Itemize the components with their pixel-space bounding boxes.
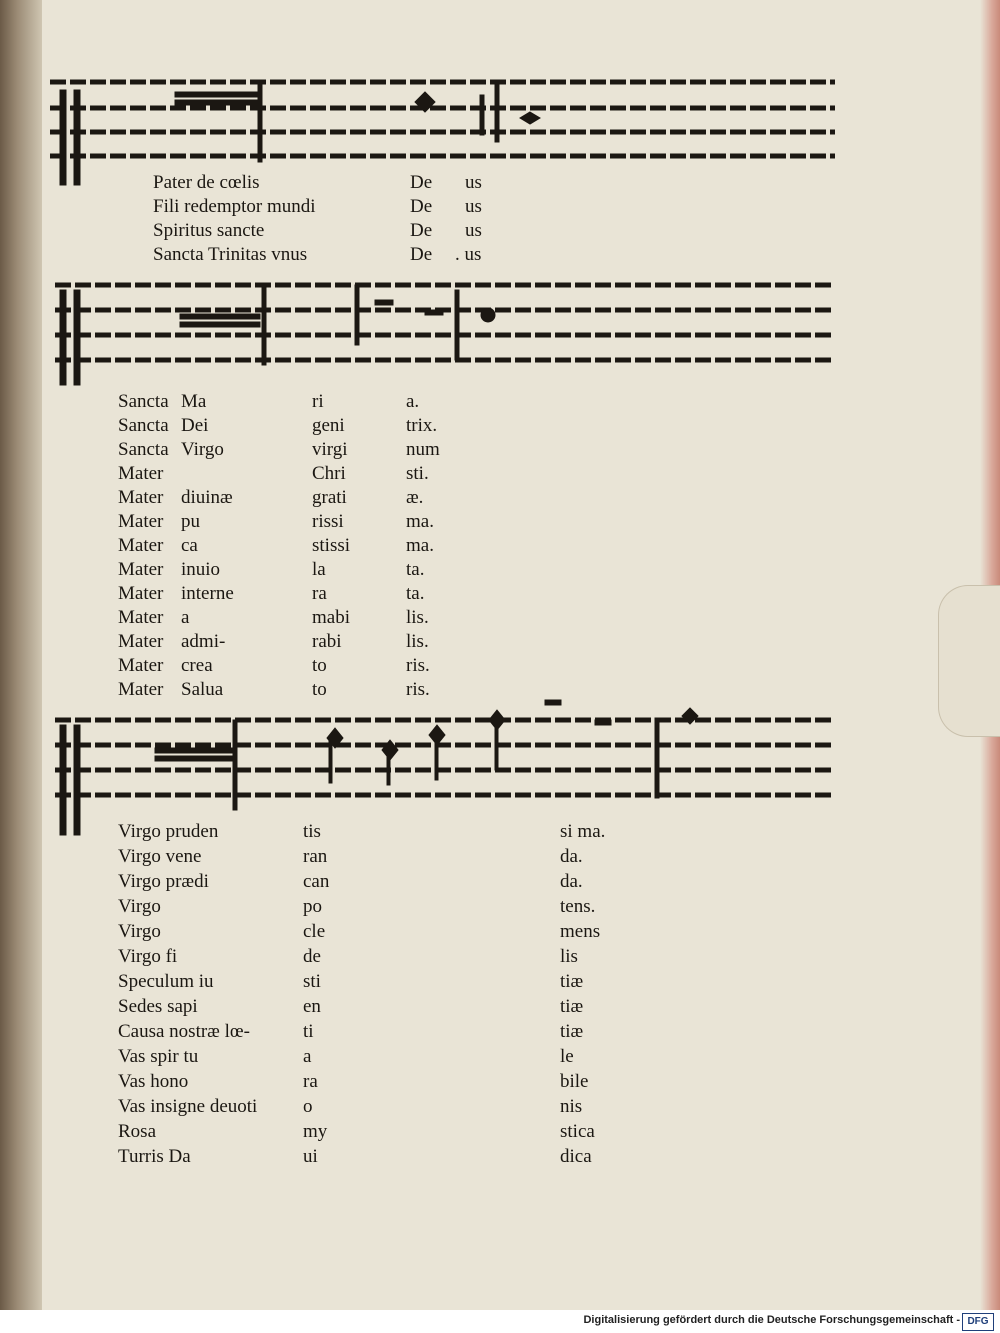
lyric-s1-r3-c2: De <box>410 220 433 241</box>
lyric-s3-r12-c3: nis <box>560 1096 583 1117</box>
lyric-s3-r2-c1: Virgo vene <box>118 846 202 867</box>
lyric-s2-r3-c4: num <box>406 439 440 460</box>
lyric-s2-r9-c1: Mater <box>118 583 164 604</box>
lyric-s2-r11-c1: Mater <box>118 631 164 652</box>
lyric-s2-r1-c4: a. <box>406 391 420 412</box>
lyric-s2-r8-c2: inuio <box>181 559 221 580</box>
lyric-s2-r8-c4: ta. <box>406 559 425 580</box>
lyric-s2-r7-c4: ma. <box>406 535 434 556</box>
lyric-s3-r9-c2: ti <box>303 1021 314 1042</box>
lyric-s3-r4-c3: tens. <box>560 896 596 917</box>
lyric-s2-r11-c2: admi- <box>181 631 226 652</box>
lyric-s3-r13-c3: stica <box>560 1121 595 1142</box>
lyric-s3-r3-c2: can <box>303 871 330 892</box>
lyric-s2-r10-c4: lis. <box>406 607 429 628</box>
lyric-s2-r5-c4: æ. <box>406 487 424 508</box>
lyric-s2-r8-c3: la <box>312 559 326 580</box>
lyric-s2-r2-c2: Dei <box>181 415 209 436</box>
lyric-s2-r5-c2: diuinæ <box>181 487 233 508</box>
lyric-s1-r3-c3: us <box>465 220 482 241</box>
book-clasp-tab <box>938 585 1000 737</box>
lyric-s3-r4-c2: po <box>303 896 322 917</box>
lyric-s2-r12-c2: crea <box>181 655 213 676</box>
lyric-s2-r2-c1: Sancta <box>118 415 169 436</box>
lyric-s3-r8-c1: Sedes sapi <box>118 996 198 1017</box>
lyric-s3-r1-c2: tis <box>303 821 321 842</box>
lyric-s2-r2-c3: geni <box>312 415 345 436</box>
lyric-s1-r4-c1: Sancta Trinitas vnus <box>153 244 308 265</box>
lyric-s2-r3-c1: Sancta <box>118 439 169 460</box>
lyric-s2-r4-c1: Mater <box>118 463 164 484</box>
lyric-s1-r2-c1: Fili redemptor mundi <box>153 196 316 217</box>
lyric-s2-r1-c2: Ma <box>181 391 207 412</box>
lyric-s3-r6-c2: de <box>303 946 321 967</box>
lyric-s2-r3-c3: virgi <box>312 439 348 460</box>
lyric-s3-r14-c1: Turris Da <box>118 1146 191 1167</box>
dfg-logo: DFG <box>962 1313 994 1331</box>
lyric-s3-r8-c2: en <box>303 996 321 1017</box>
lyric-s2-r11-c4: lis. <box>406 631 429 652</box>
lyric-s1-r4-c3: . us <box>455 244 482 265</box>
lyric-s3-r11-c1: Vas hono <box>118 1071 189 1092</box>
lyric-s3-r13-c2: my <box>303 1121 328 1142</box>
lyric-s2-r2-c4: trix. <box>406 415 438 436</box>
lyric-s1-r3-c1: Spiritus sancte <box>153 220 265 241</box>
lyric-s3-r12-c1: Vas insigne deuoti <box>118 1096 258 1117</box>
lyric-s3-r1-c3: si ma. <box>560 821 606 842</box>
lyric-s3-r7-c1: Speculum iu <box>118 971 214 992</box>
lyric-s2-r13-c1: Mater <box>118 679 164 700</box>
lyric-s3-r10-c1: Vas spir tu <box>118 1046 199 1067</box>
lyric-s2-r6-c4: ma. <box>406 511 434 532</box>
lyric-s1-r2-c3: us <box>465 196 482 217</box>
lyric-s3-r7-c2: sti <box>303 971 321 992</box>
footer-credit: Digitalisierung gefördert durch die Deutsche Forschungsgemeinschaft - <box>583 1314 960 1326</box>
lyric-s1-r1-c2: De <box>410 172 433 193</box>
lyric-s3-r2-c2: ran <box>303 846 328 867</box>
lyric-s2-r10-c2: a <box>181 607 190 628</box>
lyric-s3-r7-c3: tiæ <box>560 971 584 992</box>
lyric-s3-r5-c3: mens <box>560 921 601 942</box>
lyric-s3-r12-c2: o <box>303 1096 313 1117</box>
digitization-footer <box>0 1310 1000 1333</box>
lyric-s2-r7-c2: ca <box>181 535 198 556</box>
lyric-s3-r14-c3: dica <box>560 1146 592 1167</box>
lyric-s3-r2-c3: da. <box>560 846 583 867</box>
lyric-s3-r1-c1: Virgo pruden <box>118 821 219 842</box>
lyric-s2-r9-c2: interne <box>181 583 234 604</box>
lyric-s2-r5-c3: grati <box>312 487 347 508</box>
lyric-s3-r5-c2: cle <box>303 921 326 942</box>
lyric-s1-r4-c2: De <box>410 244 433 265</box>
lyric-s3-r3-c1: Virgo prædi <box>118 871 209 892</box>
lyric-s2-r13-c4: ris. <box>406 679 430 700</box>
lyric-s2-r6-c3: rissi <box>312 511 344 532</box>
lyric-s3-r8-c3: tiæ <box>560 996 584 1017</box>
lyric-s2-r10-c1: Mater <box>118 607 164 628</box>
lyric-s2-r8-c1: Mater <box>118 559 164 580</box>
lyric-s2-r11-c3: rabi <box>312 631 342 652</box>
lyric-s3-r9-c1: Causa nostræ lœ- <box>118 1021 250 1042</box>
lyric-s2-r5-c1: Mater <box>118 487 164 508</box>
lyric-s2-r10-c3: mabi <box>312 607 350 628</box>
lyric-s3-r6-c1: Virgo fi <box>118 946 178 967</box>
lyric-s1-r1-c3: us <box>465 172 482 193</box>
lyric-s2-r9-c4: ta. <box>406 583 425 604</box>
lyric-s3-r10-c3: le <box>560 1046 574 1067</box>
lyric-s3-r11-c2: ra <box>303 1071 318 1092</box>
lyric-s2-r7-c3: stissi <box>312 535 351 556</box>
lyric-s3-r10-c2: a <box>303 1046 312 1067</box>
lyric-s3-r13-c1: Rosa <box>118 1121 156 1142</box>
lyric-s3-r9-c3: tiæ <box>560 1021 584 1042</box>
lyric-s2-r12-c4: ris. <box>406 655 430 676</box>
lyric-s2-r9-c3: ra <box>312 583 327 604</box>
facing-page-edge <box>0 0 42 1310</box>
lyric-s2-r12-c1: Mater <box>118 655 164 676</box>
lyric-s1-r2-c2: De <box>410 196 433 217</box>
lyric-s2-r1-c3: ri <box>312 391 324 412</box>
lyric-s1-r1-c1: Pater de cœlis <box>153 172 260 193</box>
lyric-s3-r5-c1: Virgo <box>118 921 161 942</box>
lyric-s2-r4-c4: sti. <box>406 463 429 484</box>
lyric-s2-r1-c1: Sancta <box>118 391 169 412</box>
lyric-s3-r3-c3: da. <box>560 871 583 892</box>
lyric-s2-r6-c1: Mater <box>118 511 164 532</box>
lyric-s2-r13-c2: Salua <box>181 679 224 700</box>
lyric-s3-r14-c2: ui <box>303 1146 318 1167</box>
lyric-s2-r3-c2: Virgo <box>181 439 224 460</box>
lyric-s3-r6-c3: lis <box>560 946 578 967</box>
lyric-s2-r12-c3: to <box>312 655 327 676</box>
lyric-s2-r7-c1: Mater <box>118 535 164 556</box>
lyric-s3-r11-c3: bile <box>560 1071 589 1092</box>
lyric-s2-r6-c2: pu <box>181 511 200 532</box>
lyric-s2-r13-c3: to <box>312 679 327 700</box>
lyric-s3-r4-c1: Virgo <box>118 896 161 917</box>
lyric-s2-r4-c3: Chri <box>312 463 346 484</box>
